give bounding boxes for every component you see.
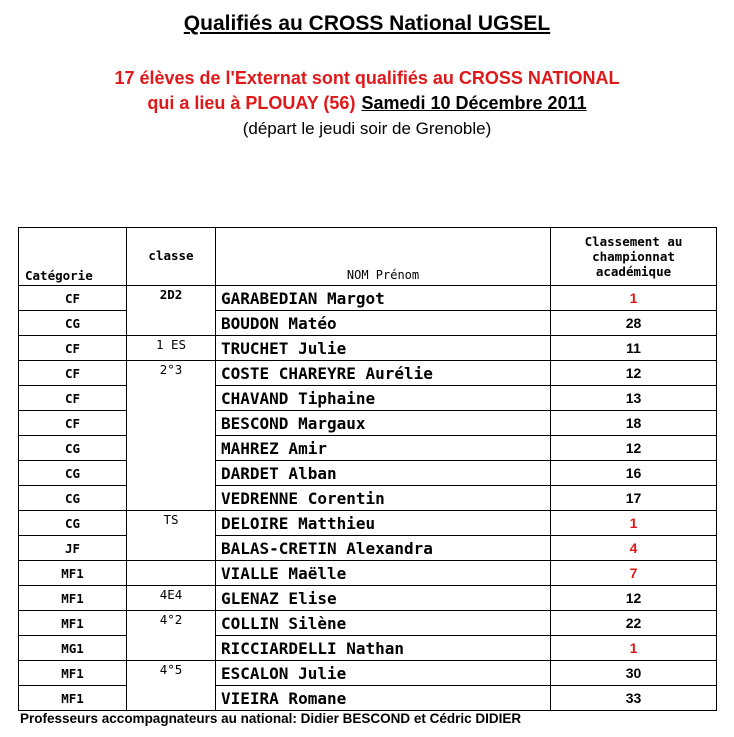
- cell-nom-prenom: DARDET Alban: [216, 461, 551, 486]
- table-row: [19, 286, 717, 311]
- cell-nom-prenom: DELOIRE Matthieu: [216, 511, 551, 536]
- page-title: Qualifiés au CROSS National UGSEL: [183, 12, 551, 35]
- cell-classe: [127, 561, 216, 586]
- cell-categorie: MF1: [19, 561, 127, 586]
- cell-classement: 1: [551, 511, 717, 536]
- cell-classement: 4: [551, 536, 717, 561]
- subtitle-date: Samedi 10 Décembre 2011: [361, 93, 587, 113]
- qualified-students-table: [18, 227, 717, 711]
- table-row: [19, 661, 717, 686]
- cell-categorie: JF: [19, 536, 127, 561]
- table-row: [19, 311, 717, 336]
- cell-categorie: CG: [19, 461, 127, 486]
- footer-teachers: Professeurs accompagnateurs au national: Didier BESCOND et Cédric DIDIER: [20, 711, 522, 726]
- cell-classement: 28: [551, 311, 717, 336]
- table-row: [19, 386, 717, 411]
- cell-classe: 4°2: [127, 611, 216, 661]
- cell-classement: 1: [551, 286, 717, 311]
- cell-nom-prenom: BOUDON Matéo: [216, 311, 551, 336]
- cell-classe: 4°5: [127, 661, 216, 711]
- table-row: [19, 361, 717, 386]
- table-row: [19, 336, 717, 361]
- cell-classe: 2D2: [127, 286, 216, 336]
- cell-categorie: CG: [19, 311, 127, 336]
- table-row: [19, 461, 717, 486]
- cell-classement: 12: [551, 586, 717, 611]
- table-row: [19, 611, 717, 636]
- cell-classement: 33: [551, 686, 717, 711]
- header-nom-prenom: NOM Prénom: [216, 228, 551, 286]
- table-header-row: [19, 228, 717, 286]
- table-row: [19, 486, 717, 511]
- cell-nom-prenom: CHAVAND Tiphaine: [216, 386, 551, 411]
- header-classe: classe: [127, 228, 216, 286]
- cell-categorie: MF1: [19, 661, 127, 686]
- cell-categorie: CF: [19, 286, 127, 311]
- cell-nom-prenom: BESCOND Margaux: [216, 411, 551, 436]
- cell-categorie: CF: [19, 386, 127, 411]
- cell-nom-prenom: VEDRENNE Corentin: [216, 486, 551, 511]
- cell-categorie: MF1: [19, 686, 127, 711]
- cell-categorie: CF: [19, 361, 127, 386]
- cell-nom-prenom: COSTE CHAREYRE Aurélie: [216, 361, 551, 386]
- cell-categorie: MG1: [19, 636, 127, 661]
- cell-classe: 2°3: [127, 361, 216, 511]
- cell-classement: 18: [551, 411, 717, 436]
- cell-nom-prenom: MAHREZ Amir: [216, 436, 551, 461]
- header-classement: Classement au championnat académique: [551, 228, 717, 286]
- cell-classement: 7: [551, 561, 717, 586]
- cell-categorie: MF1: [19, 611, 127, 636]
- cell-nom-prenom: RICCIARDELLI Nathan: [216, 636, 551, 661]
- subtitle-location: qui a lieu à PLOUAY (56): [147, 93, 356, 113]
- cell-nom-prenom: BALAS-CRETIN Alexandra: [216, 536, 551, 561]
- table-row: [19, 411, 717, 436]
- cell-categorie: CG: [19, 511, 127, 536]
- table-row: [19, 511, 717, 536]
- cell-nom-prenom: TRUCHET Julie: [216, 336, 551, 361]
- table-row: [19, 561, 717, 586]
- table-row: [19, 686, 717, 711]
- table-row: [19, 636, 717, 661]
- cell-classement: 30: [551, 661, 717, 686]
- cell-nom-prenom: VIALLE Maëlle: [216, 561, 551, 586]
- cell-classe: 4E4: [127, 586, 216, 611]
- cell-nom-prenom: VIEIRA Romane: [216, 686, 551, 711]
- cell-categorie: MF1: [19, 586, 127, 611]
- table-row: [19, 586, 717, 611]
- cell-categorie: CF: [19, 336, 127, 361]
- subtitle-line-2: [0, 93, 734, 114]
- cell-classement: 17: [551, 486, 717, 511]
- table-row: [19, 536, 717, 561]
- cell-classement: 22: [551, 611, 717, 636]
- cell-nom-prenom: ESCALON Julie: [216, 661, 551, 686]
- cell-classement: 11: [551, 336, 717, 361]
- cell-classe: 1 ES: [127, 336, 216, 361]
- table-body: [19, 286, 717, 711]
- cell-classement: 16: [551, 461, 717, 486]
- cell-classement: 12: [551, 436, 717, 461]
- cell-categorie: CF: [19, 411, 127, 436]
- cell-nom-prenom: GLENAZ Elise: [216, 586, 551, 611]
- cell-nom-prenom: COLLIN Silène: [216, 611, 551, 636]
- cell-categorie: CG: [19, 486, 127, 511]
- cell-categorie: CG: [19, 436, 127, 461]
- table-row: [19, 436, 717, 461]
- subtitle-line-1: 17 élèves de l'Externat sont qualifiés au CROSS NATIONAL: [114, 68, 620, 88]
- cell-classe: TS: [127, 511, 216, 561]
- header-categorie: Catégorie: [19, 228, 127, 286]
- departure-note: (départ le jeudi soir de Grenoble): [242, 119, 492, 138]
- cell-classement: 12: [551, 361, 717, 386]
- cell-classement: 13: [551, 386, 717, 411]
- cell-nom-prenom: GARABEDIAN Margot: [216, 286, 551, 311]
- cell-classement: 1: [551, 636, 717, 661]
